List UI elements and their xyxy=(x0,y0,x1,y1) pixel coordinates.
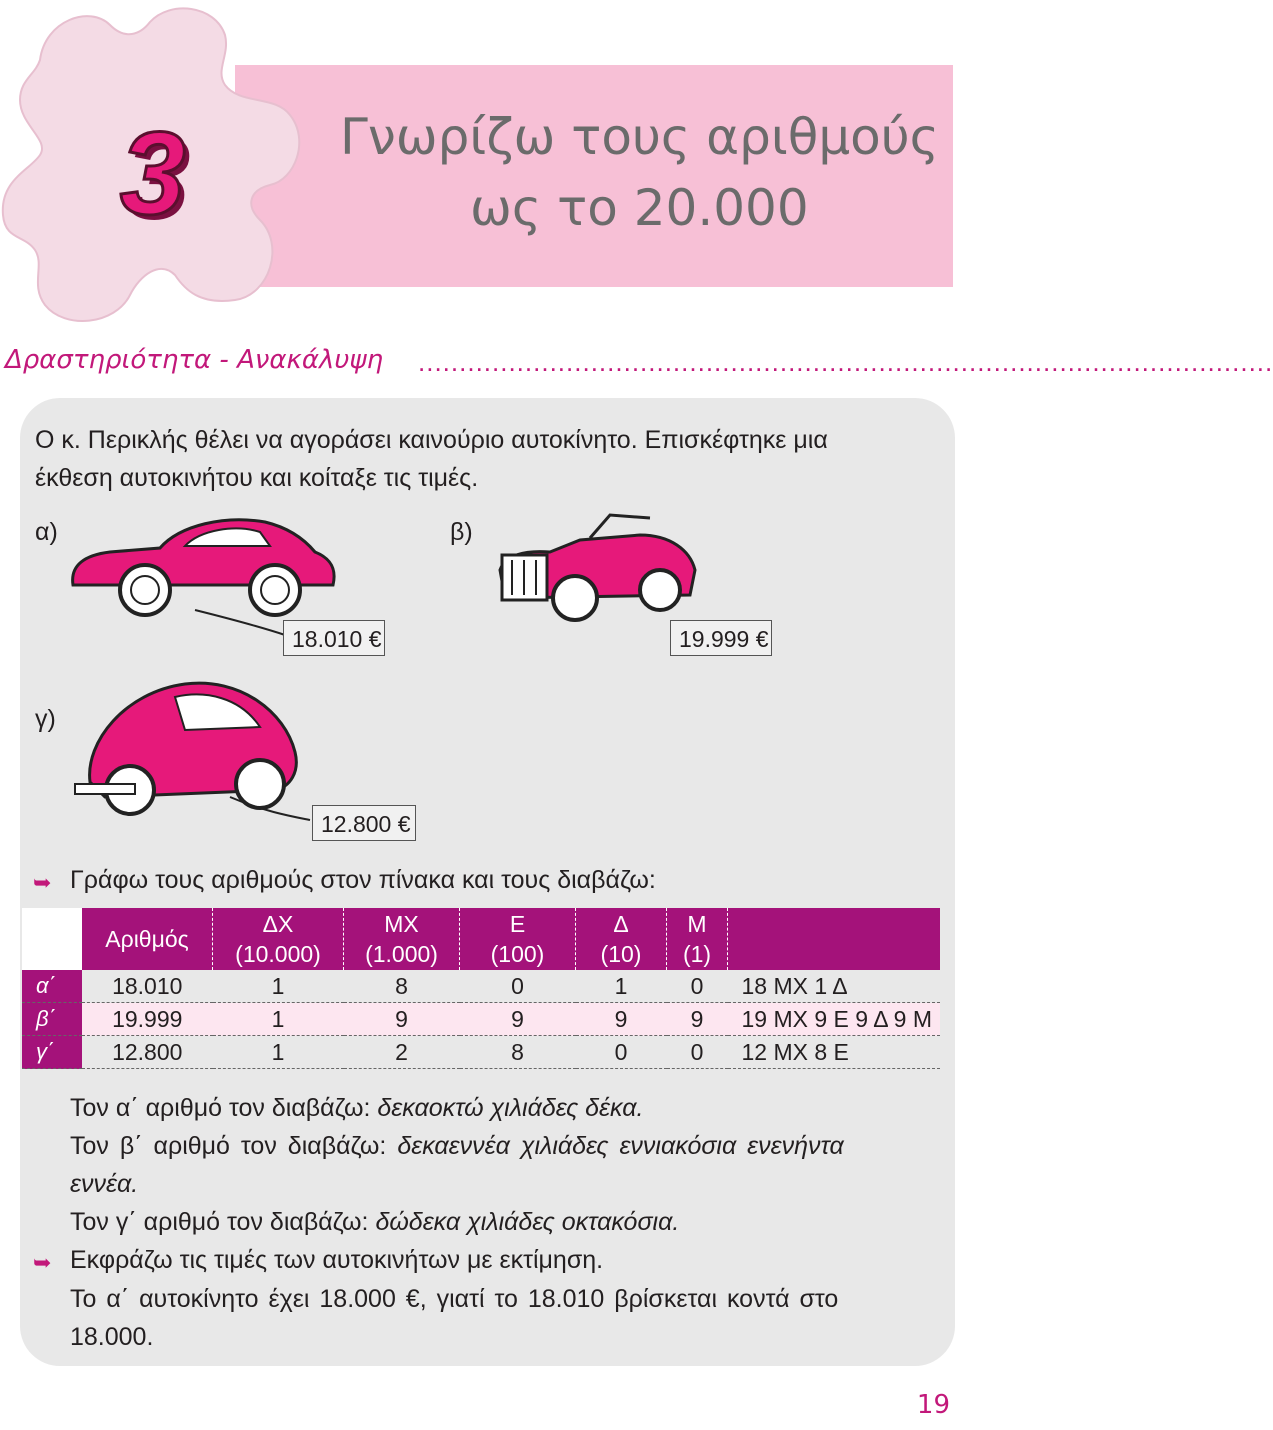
table-row xyxy=(22,1036,940,1069)
header-number: Αριθμός xyxy=(82,908,213,970)
reading-c: Τον γ΄ αριθμό τον διαβάζω: δώδεκα χιλιάδες οκτακόσια. xyxy=(70,1208,680,1236)
table-header-row xyxy=(22,908,940,970)
cell-e: 9 xyxy=(460,1003,576,1036)
car-a-label: α) xyxy=(35,518,58,546)
cell-number: 12.800 xyxy=(82,1036,213,1069)
header-thousands: ΜΧ (1.000) xyxy=(344,908,460,970)
cell-d: 9 xyxy=(576,1003,667,1036)
place-value-table xyxy=(22,908,940,1069)
car-b-label: β) xyxy=(450,518,473,546)
reading-b-continued: εννέα. xyxy=(70,1170,139,1198)
cell-mx: 2 xyxy=(344,1036,460,1069)
sports-car-icon xyxy=(65,510,340,620)
beetle-car-icon xyxy=(65,672,315,832)
cell-dx: 1 xyxy=(213,1036,344,1069)
activity-heading: Δραστηριότητα - Ανακάλυψη xyxy=(5,345,384,375)
estimate-line2: 18.000. xyxy=(70,1323,154,1351)
cell-m: 9 xyxy=(667,1003,728,1036)
table-row xyxy=(22,1003,940,1036)
chapter-title-line2: ως το 20.000 xyxy=(470,179,809,237)
arrow-bullet-icon: ➥ xyxy=(33,870,52,895)
chapter-title-line1: Γνωρίζω τους αριθμούς xyxy=(340,108,940,166)
cell-expansion: 19 ΜΧ 9 Ε 9 Δ 9 Μ xyxy=(728,1003,941,1036)
price-tag-c: 12.800 € xyxy=(312,805,416,841)
cell-expansion: 18 ΜΧ 1 Δ xyxy=(728,970,941,1003)
table-corner xyxy=(22,908,82,970)
intro-line1: Ο κ. Περικλής θέλει να αγοράσει καινούριο αυτοκίνητο. Επισκέφτηκε μια xyxy=(35,426,828,454)
chapter-number: 3 xyxy=(120,108,186,240)
price-tag-a: 18.010 € xyxy=(283,620,385,656)
arrow-bullet-icon: ➥ xyxy=(33,1250,52,1275)
row-label: γ΄ xyxy=(22,1036,82,1069)
header-band xyxy=(235,65,953,287)
table-row xyxy=(22,970,940,1003)
reading-b: Τον β΄ αριθμό τον διαβάζω: δεκαεννέα χιλιάδες εννιακόσια ενενήντα xyxy=(70,1132,844,1160)
cell-m: 0 xyxy=(667,1036,728,1069)
reading-a: Τον α΄ αριθμό τον διαβάζω: δεκαοκτώ χιλιάδες δέκα. xyxy=(70,1094,644,1122)
cell-number: 18.010 xyxy=(82,970,213,1003)
row-label: β΄ xyxy=(22,1003,82,1036)
instruction-estimate: Εκφράζω τις τιμές των αυτοκινήτων με εκτίμηση. xyxy=(70,1246,604,1274)
cell-number: 19.999 xyxy=(82,1003,213,1036)
intro-line2: έκθεση αυτοκινήτου και κοίταξε τις τιμές. xyxy=(35,464,479,492)
instruction-write-table: Γράφω τους αριθμούς στον πίνακα και τους διαβάζω: xyxy=(70,866,656,894)
header-tens: Δ (10) xyxy=(576,908,667,970)
header-hundreds: Ε (100) xyxy=(460,908,576,970)
price-tag-b: 19.999 € xyxy=(670,620,772,656)
cell-e: 0 xyxy=(460,970,576,1003)
header-ten-thousands: ΔΧ (10.000) xyxy=(213,908,344,970)
cell-dx: 1 xyxy=(213,970,344,1003)
page-number: 19 xyxy=(916,1390,950,1420)
vintage-convertible-car-icon xyxy=(490,510,700,630)
activity-dotted-rule: ........................................................................................................ xyxy=(418,347,1273,377)
cell-dx: 1 xyxy=(213,1003,344,1036)
cell-e: 8 xyxy=(460,1036,576,1069)
car-c-label: γ) xyxy=(35,705,56,733)
cell-mx: 9 xyxy=(344,1003,460,1036)
cell-d: 1 xyxy=(576,970,667,1003)
estimate-line1: Το α΄ αυτοκίνητο έχει 18.000 €, γιατί το 18.010 βρίσκεται κοντά στο xyxy=(70,1285,839,1313)
cell-m: 0 xyxy=(667,970,728,1003)
cell-mx: 8 xyxy=(344,970,460,1003)
header-expansion xyxy=(728,908,941,970)
cell-d: 0 xyxy=(576,1036,667,1069)
header-units: Μ (1) xyxy=(667,908,728,970)
cell-expansion: 12 ΜΧ 8 Ε xyxy=(728,1036,941,1069)
row-label: α΄ xyxy=(22,970,82,1003)
